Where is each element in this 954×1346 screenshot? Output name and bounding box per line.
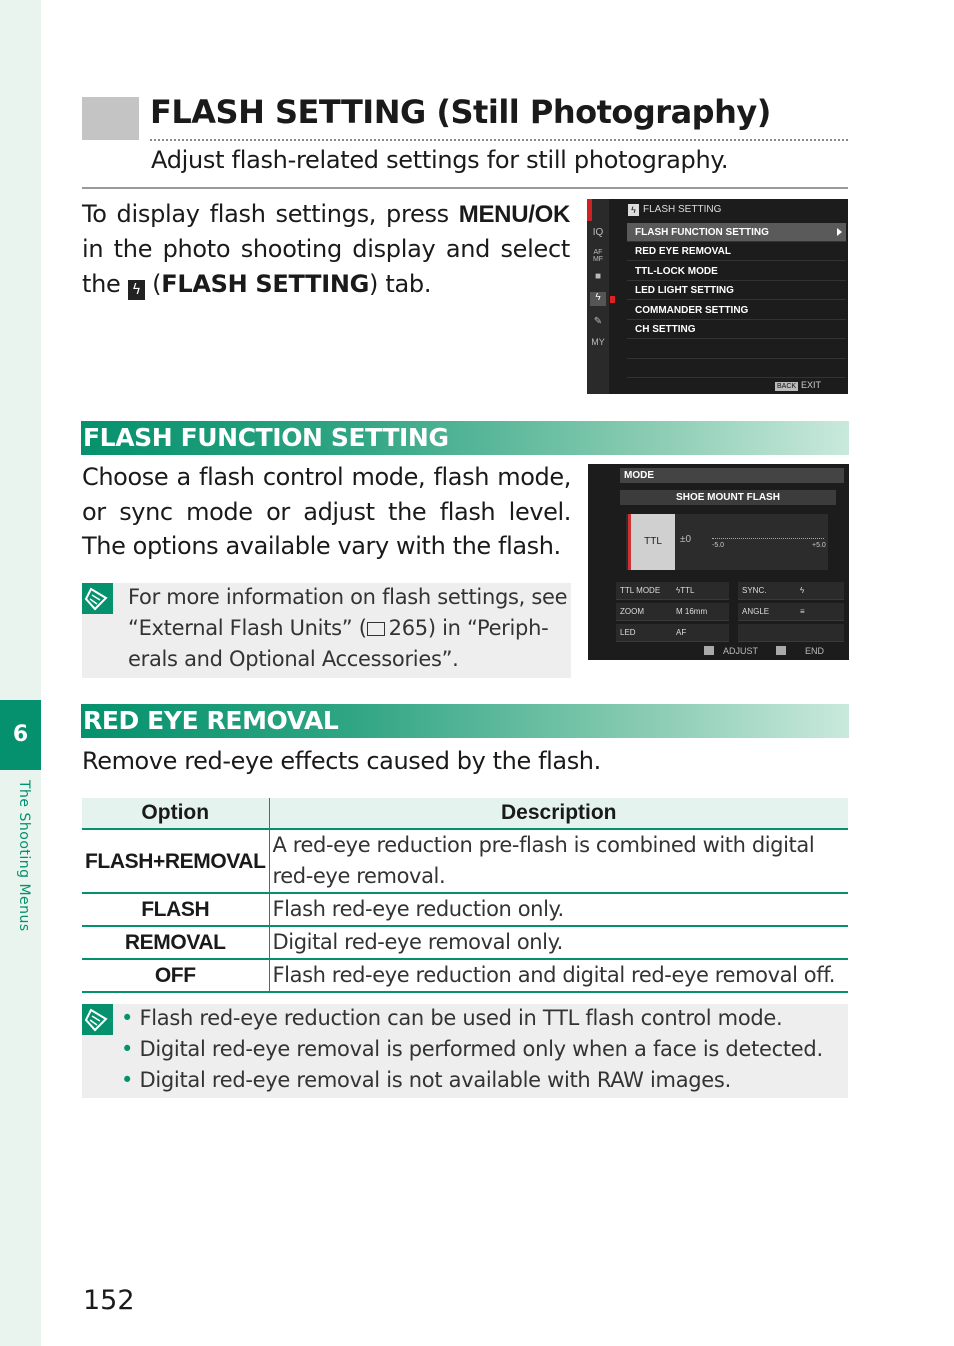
table-row	[82, 893, 848, 926]
flash-setting-tab-name: FLASH SETTING	[161, 270, 370, 298]
note-bullet: • Flash red-eye reduction can be used in TTL flash control mode.	[121, 1006, 783, 1030]
section-heading-flash-function: FLASH FUNCTION SETTING	[81, 421, 849, 455]
menu-item-flash-function[interactable]: FLASH FUNCTION SETTING	[627, 223, 846, 242]
option-cell: FLASH+REMOVAL	[82, 829, 269, 893]
menu-item-red-eye[interactable]: RED EYE REMOVAL	[627, 242, 846, 261]
image-quality-tab-icon: IQ	[592, 227, 604, 238]
title-rule	[150, 139, 848, 141]
ttl-mode-cell[interactable]: TTL MODE ϟTTL	[616, 582, 729, 600]
page-number: 152	[83, 1285, 135, 1316]
my-menu-tab-icon: MY	[591, 337, 605, 347]
bullet-icon: •	[121, 1006, 134, 1030]
note-text: For more information on flash settings, see “External Flash Units” ( 265) in “Periph- erals and Optional Accessories”.	[128, 585, 568, 671]
mode-header: MODE	[620, 468, 844, 483]
menu-item-ch-setting[interactable]: CH SETTING	[627, 320, 846, 339]
subtitle-rule	[82, 187, 848, 189]
af-mf-tab-icon: AF MF	[592, 249, 604, 263]
menu-item-led-light[interactable]: LED LIGHT SETTING	[627, 281, 846, 300]
option-cell: REMOVAL	[82, 926, 269, 959]
flash-function-screen	[588, 464, 849, 660]
disp-icon	[776, 646, 786, 655]
table-header-row	[82, 798, 848, 829]
camera-icon: ■	[594, 271, 602, 282]
menu-item-commander[interactable]: COMMANDER SETTING	[627, 301, 846, 320]
adjust-label: ADJUST	[723, 646, 759, 656]
flash-badge-icon: ϟ	[628, 204, 639, 216]
flash-setting-menu-screen	[587, 199, 848, 394]
flash-function-description: Choose a flash control mode, flash mode, or sync mode or adjust the flash level. The options available vary with the flash.	[82, 463, 571, 560]
compensation-scale	[712, 538, 824, 539]
wrench-icon: ✎	[593, 316, 603, 327]
exit-label: EXIT	[801, 380, 822, 390]
chevron-right-icon	[837, 228, 842, 236]
option-cell: FLASH	[82, 893, 269, 926]
menu-accent	[587, 199, 592, 221]
shoe-mount-label: SHOE MOUNT FLASH	[620, 490, 836, 505]
description-cell: A red-eye reduction pre-flash is combined with digital red-eye removal.	[269, 829, 848, 893]
active-tab-indicator	[610, 296, 615, 303]
table-row	[82, 926, 848, 959]
empty-cell	[738, 624, 844, 642]
menu-item-empty	[627, 359, 846, 378]
scale-max: +5.0	[812, 542, 826, 549]
end-label: END	[805, 646, 825, 656]
table-row	[82, 829, 848, 893]
zoom-cell[interactable]: ZOOM M 16mm	[616, 603, 729, 621]
option-cell: OFF	[82, 959, 269, 992]
column-header-description: Description	[269, 798, 848, 829]
description-cell: Flash red-eye reduction only.	[269, 893, 848, 926]
led-cell[interactable]: LED AF	[616, 624, 729, 642]
description-cell: Flash red-eye reduction and digital red-eye removal off.	[269, 959, 848, 992]
dial-icon	[704, 646, 714, 655]
menu-header: FLASH SETTING	[643, 204, 722, 215]
flash-compensation: ±0	[680, 534, 692, 545]
note-bullet: • Digital red-eye removal is performed only when a face is detected.	[121, 1037, 823, 1061]
angle-icon: ≡	[800, 607, 805, 616]
ttl-mode-box[interactable]: TTL	[628, 514, 675, 570]
back-button-label: BACK	[777, 383, 797, 390]
note-bullet: • Digital red-eye removal is not available with RAW images.	[121, 1068, 731, 1092]
flash-tab-icon: ϟ	[128, 280, 145, 300]
title-marker	[82, 97, 139, 140]
flash-icon: ϟ	[590, 292, 606, 306]
page-subtitle: Adjust flash-related settings for still photography.	[151, 146, 729, 174]
intro-paragraph: To display flash settings, press MENU/OK in the photo shooting display and select the ϟ (FLASH SETTING) tab.	[82, 200, 570, 298]
page-title: FLASH SETTING (Still Photography)	[150, 93, 771, 131]
chapter-tab: 6	[0, 700, 41, 770]
menu-item-ttl-lock[interactable]: TTL-LOCK MODE	[627, 262, 846, 281]
note-icon	[82, 583, 113, 614]
section-heading-red-eye: RED EYE REMOVAL	[81, 704, 849, 738]
angle-cell[interactable]: ANGLE ≡	[738, 603, 844, 621]
chapter-label: The Shooting Menus	[16, 780, 32, 932]
column-header-option: Option	[82, 798, 269, 829]
table-row	[82, 959, 848, 992]
book-icon	[367, 622, 385, 636]
note-icon	[82, 1004, 113, 1035]
side-strip	[0, 0, 41, 1346]
scale-min: -5.0	[712, 542, 725, 549]
red-eye-description: Remove red-eye effects caused by the flash.	[82, 747, 601, 775]
description-cell: Digital red-eye removal only.	[269, 926, 848, 959]
page-ref: 265	[388, 616, 428, 640]
bullet-icon: •	[121, 1037, 134, 1061]
sync-cell[interactable]: SYNC. ϟ	[738, 582, 844, 600]
options-table	[82, 798, 848, 993]
menu-ok-key: MENU/OK	[458, 201, 570, 228]
bullet-icon: •	[121, 1068, 134, 1092]
menu-item-empty	[627, 340, 846, 359]
sync-icon: ϟ	[800, 586, 805, 595]
